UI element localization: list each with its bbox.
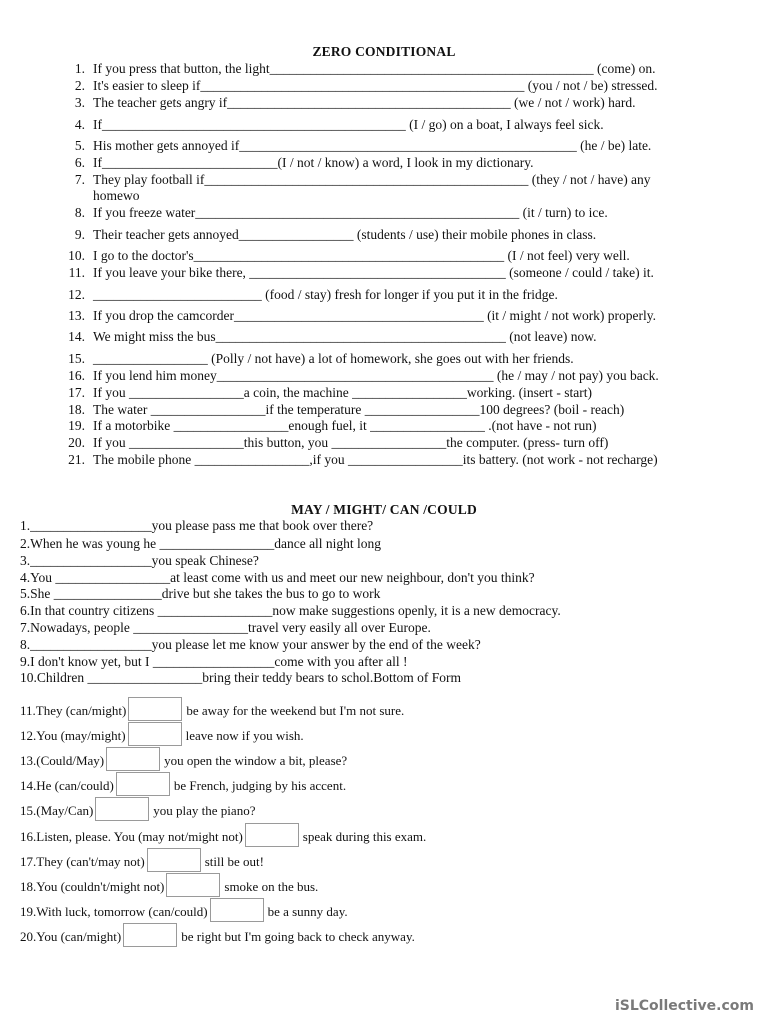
item-prompt: 19.With luck, tomorrow (can/could) xyxy=(20,904,208,919)
item-prompt: 20.You (can/might) xyxy=(20,929,122,944)
item-rest: you play the piano? xyxy=(153,803,256,818)
box-exercise-item xyxy=(20,821,426,845)
item-prompt: 15.(May/Can) xyxy=(20,803,94,818)
answer-box[interactable] xyxy=(116,772,170,796)
item-prompt: 18.You (couldn't/might not) xyxy=(20,879,165,894)
item-text: They play football if________________________________________________ (they / not / have) any homewo xyxy=(93,172,651,203)
box-exercise-item xyxy=(20,921,415,945)
item-text: If you leave your bike there, ______________________________________ (someone / could / take) it. xyxy=(93,265,654,280)
exercise-item xyxy=(55,351,574,367)
item-text: We might miss the bus___________________________________________ (not leave) now. xyxy=(93,329,597,344)
item-rest: speak during this exam. xyxy=(302,829,427,844)
exercise-item: 9.I don't know yet, but I __________________come with you after all ! xyxy=(20,654,408,669)
answer-box[interactable] xyxy=(128,697,182,721)
item-number: 21. xyxy=(68,452,85,467)
section-title-zero-conditional: ZERO CONDITIONAL xyxy=(312,44,456,59)
item-rest: still be out! xyxy=(204,854,264,869)
answer-box[interactable] xyxy=(95,797,149,821)
item-number: 14. xyxy=(68,329,85,344)
answer-box[interactable] xyxy=(106,747,160,771)
exercise-item xyxy=(55,227,596,243)
exercise-item: 4.You _________________at least come with us and meet our new neighbour, don't you think? xyxy=(20,570,535,585)
item-number: 6. xyxy=(74,155,85,170)
item-text: If you lend him money_________________________________________ (he / may / not pay) you back. xyxy=(93,368,659,383)
exercise-item xyxy=(55,329,597,345)
exercise-item xyxy=(55,117,604,133)
exercise-item: 6.In that country citizens _________________now make suggestions openly, it is a new democracy. xyxy=(20,603,561,618)
box-exercise-item xyxy=(20,695,404,719)
item-text: If_____________________________________________ (I / go) on a boat, I always feel sick. xyxy=(93,117,604,132)
exercise-item: 5.She ________________drive but she takes the bus to go to work xyxy=(20,586,381,601)
box-exercise-item xyxy=(20,846,264,870)
item-number: 11. xyxy=(68,265,85,280)
exercise-item xyxy=(55,418,597,434)
box-exercise-item xyxy=(20,770,346,794)
section-title-modals: MAY / MIGHT/ CAN /COULD xyxy=(291,502,477,517)
item-rest: be right but I'm going back to check anyway. xyxy=(181,929,415,944)
item-rest: you open the window a bit, please? xyxy=(164,753,348,768)
item-text: If you _________________a coin, the machine _________________working. (insert - start) xyxy=(93,385,593,400)
exercise-item xyxy=(55,452,665,468)
exercise-item xyxy=(55,368,659,384)
exercise-item xyxy=(55,95,636,111)
item-number: 18. xyxy=(68,402,85,417)
item-text: _________________ (Polly / not have) a lot of homework, she goes out with her friends. xyxy=(93,351,574,366)
item-prompt: 14.He (can/could) xyxy=(20,778,114,793)
item-prompt: 12.You (may/might) xyxy=(20,728,126,743)
item-number: 16. xyxy=(68,368,85,383)
item-number: 19. xyxy=(68,418,85,433)
answer-box[interactable] xyxy=(128,722,182,746)
item-text: If you press that button, the light________________________________________________ (come) on. xyxy=(93,61,656,76)
item-number: 9. xyxy=(74,227,85,242)
box-exercise-item xyxy=(20,871,318,895)
answer-box[interactable] xyxy=(147,848,201,872)
exercise-item xyxy=(55,61,655,77)
exercise-item xyxy=(55,205,608,221)
site-watermark: iSLCollective.com xyxy=(614,998,754,1014)
exercise-item xyxy=(55,248,630,264)
exercise-item: 10.Children _________________bring their teddy bears to schol.Bottom of Form xyxy=(20,670,461,685)
item-text: If__________________________(I / not / know) a word, I look in my dictionary. xyxy=(93,155,534,170)
item-rest: be away for the weekend but I'm not sure. xyxy=(186,703,405,718)
item-text: If you freeze water________________________________________________ (it / turn) to ice. xyxy=(93,205,608,220)
item-number: 15. xyxy=(68,351,85,366)
item-prompt: 13.(Could/May) xyxy=(20,753,105,768)
item-prompt: 16.Listen, please. You (may not/might not) xyxy=(20,829,243,844)
item-number: 4. xyxy=(74,117,85,132)
item-rest: smoke on the bus. xyxy=(224,879,319,894)
box-exercise-item xyxy=(20,896,348,920)
item-rest: leave now if you wish. xyxy=(185,728,304,743)
exercise-item xyxy=(55,385,592,401)
item-text: It's easier to sleep if________________________________________________ (you / not / be) stressed. xyxy=(93,78,658,93)
item-text: _________________________ (food / stay) fresh for longer if you put it in the fridge. xyxy=(93,287,558,302)
item-text: Their teacher gets annoyed_________________ (students / use) their mobile phones in class. xyxy=(93,227,597,242)
item-number: 13. xyxy=(68,308,85,323)
item-text: The mobile phone _________________,if you _________________its battery. (not work - not recharge) xyxy=(93,452,658,467)
item-number: 20. xyxy=(68,435,85,450)
item-text: The teacher gets angry if__________________________________________ (we / not / work) hard. xyxy=(93,95,636,110)
answer-box[interactable] xyxy=(210,898,264,922)
box-exercise-item xyxy=(20,745,347,769)
box-exercise-item xyxy=(20,720,304,744)
exercise-item xyxy=(55,155,533,171)
exercise-item xyxy=(55,265,654,281)
exercise-item xyxy=(55,78,658,94)
box-exercise-item xyxy=(20,795,255,819)
item-text: If you drop the camcorder_____________________________________ (it / might / not work) properly. xyxy=(93,308,657,323)
item-text: I go to the doctor's______________________________________________ (I / not feel) very well. xyxy=(93,248,630,263)
item-number: 3. xyxy=(74,95,85,110)
item-prompt: 11.They (can/might) xyxy=(20,703,127,718)
exercise-item xyxy=(55,172,665,204)
item-text: If you _________________this button, you _________________the computer. (press- turn off) xyxy=(93,435,609,450)
exercise-item xyxy=(55,402,624,418)
answer-box[interactable] xyxy=(123,923,177,947)
item-number: 1. xyxy=(74,61,85,76)
exercise-item: 2.When he was young he _________________dance all night long xyxy=(20,536,382,551)
exercise-item: 8.__________________you please let me know your answer by the end of the week? xyxy=(20,637,481,652)
item-number: 17. xyxy=(68,385,85,400)
answer-box[interactable] xyxy=(245,823,299,847)
item-number: 5. xyxy=(74,138,85,153)
item-number: 8. xyxy=(74,205,85,220)
exercise-item xyxy=(55,435,608,451)
exercise-item xyxy=(55,308,656,324)
exercise-item xyxy=(55,287,558,303)
item-text: The water _________________if the temperature _________________100 degrees? (boil - reach) xyxy=(93,402,625,417)
item-prompt: 17.They (can't/may not) xyxy=(20,854,145,869)
item-text: His mother gets annoyed if__________________________________________________ (he / be) late. xyxy=(93,138,652,153)
item-rest: be a sunny day. xyxy=(267,904,348,919)
exercise-item: 7.Nowadays, people _________________travel very easily all over Europe. xyxy=(20,620,431,635)
exercise-item xyxy=(55,138,651,154)
exercise-item: 3.__________________you speak Chinese? xyxy=(20,553,259,568)
item-number: 2. xyxy=(74,78,85,93)
item-rest: be French, judging by his accent. xyxy=(173,778,347,793)
item-number: 12. xyxy=(68,287,85,302)
item-number: 10. xyxy=(68,248,85,263)
item-text: If a motorbike _________________enough fuel, it _________________ .(not have - not run) xyxy=(93,418,597,433)
item-number: 7. xyxy=(74,172,85,187)
exercise-item: 1.__________________you please pass me that book over there? xyxy=(20,518,374,533)
answer-box[interactable] xyxy=(166,873,220,897)
